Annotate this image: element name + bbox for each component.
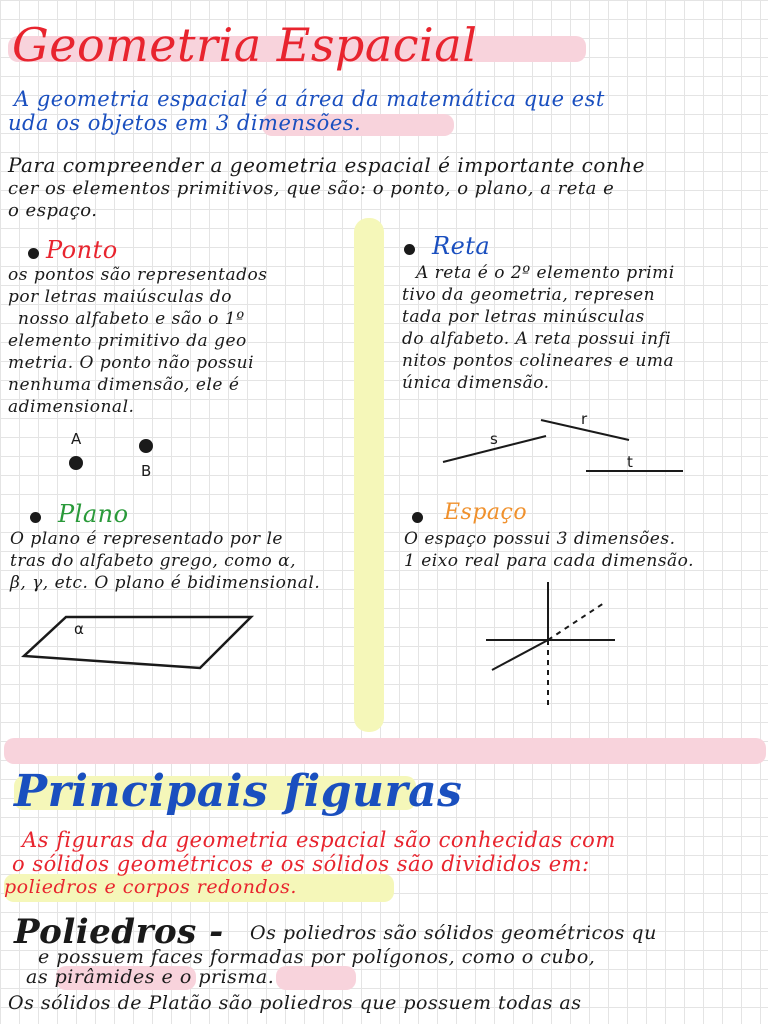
ponto-line: nenhuma dimensão, ele é <box>8 375 240 395</box>
poliedros-line-4: Os sólidos de Platão são poliedros que possuem todas as <box>8 992 582 1014</box>
ponto-line: por letras maiúsculas do <box>8 287 233 307</box>
line-r-label: r <box>581 410 588 428</box>
axis-z <box>492 640 548 670</box>
espaco-heading: Espaço <box>444 500 528 525</box>
plano-line: β, γ, etc. O plano é bidimensional. <box>10 573 321 593</box>
point-b-label: B <box>141 462 152 480</box>
poliedros-line-2: e possuem faces formadas por polígonos, como o cubo, <box>38 946 596 968</box>
elements-line-1: Para compreender a geometria espacial é importante conhe <box>8 153 646 177</box>
intro-line-1: A geometria espacial é a área da matemática que est <box>14 87 605 111</box>
reta-line: do alfabeto. A reta possui infi <box>402 329 672 349</box>
ponto-line: elemento primitivo da geo <box>8 331 247 351</box>
reta-line: A reta é o 2º elemento primi <box>416 263 675 283</box>
poliedros-line-3: as pirâmides e o prisma. <box>26 966 275 988</box>
reta-line: única dimensão. <box>402 373 550 393</box>
point-a-label: A <box>71 430 82 448</box>
line-t-label: t <box>627 453 633 471</box>
poliedros-heading: Poliedros - <box>14 912 224 952</box>
espaco-line: 1 eixo real para cada dimensão. <box>404 551 695 571</box>
figuras-line-3: poliedros e corpos redondos. <box>4 876 297 898</box>
plano-line: tras do alfabeto grego, como α, <box>10 551 297 571</box>
ponto-line: metria. O ponto não possui <box>8 353 255 373</box>
plano-heading: Plano <box>58 500 129 528</box>
elements-line-3: o espaço. <box>8 200 98 221</box>
axis-z-dashed <box>548 603 604 640</box>
figuras-line-2: o sólidos geométricos e os sólidos são divididos em: <box>12 852 590 876</box>
plane-label: α <box>74 620 84 638</box>
espaco-line: O espaço possui 3 dimensões. <box>404 529 676 549</box>
reta-heading: Reta <box>432 232 491 260</box>
ponto-line: adimensional. <box>8 397 135 417</box>
elements-line-2: cer os elementos primitivos, que são: o ponto, o plano, a reta e <box>8 178 615 199</box>
reta-line: tada por letras minúsculas <box>402 307 645 327</box>
reta-line: tivo da geometria, represen <box>402 285 656 305</box>
intro-line-2: uda os objetos em 3 dimensões. <box>8 111 362 135</box>
plano-line: O plano é representado por le <box>10 529 283 549</box>
page-title: Geometria Espacial <box>12 18 478 72</box>
line-s-label: s <box>490 430 498 448</box>
reta-line: nitos pontos colineares e uma <box>402 351 675 371</box>
figuras-line-1: As figuras da geometria espacial são conhecidas com <box>22 828 616 852</box>
ponto-heading: Ponto <box>46 236 118 264</box>
poliedros-line-1: Os poliedros são sólidos geométricos qu <box>250 922 657 944</box>
section2-title: Principais figuras <box>14 766 463 817</box>
ponto-line: os pontos são representados <box>8 265 268 285</box>
ponto-line: nosso alfabeto e são o 1º <box>18 309 245 329</box>
